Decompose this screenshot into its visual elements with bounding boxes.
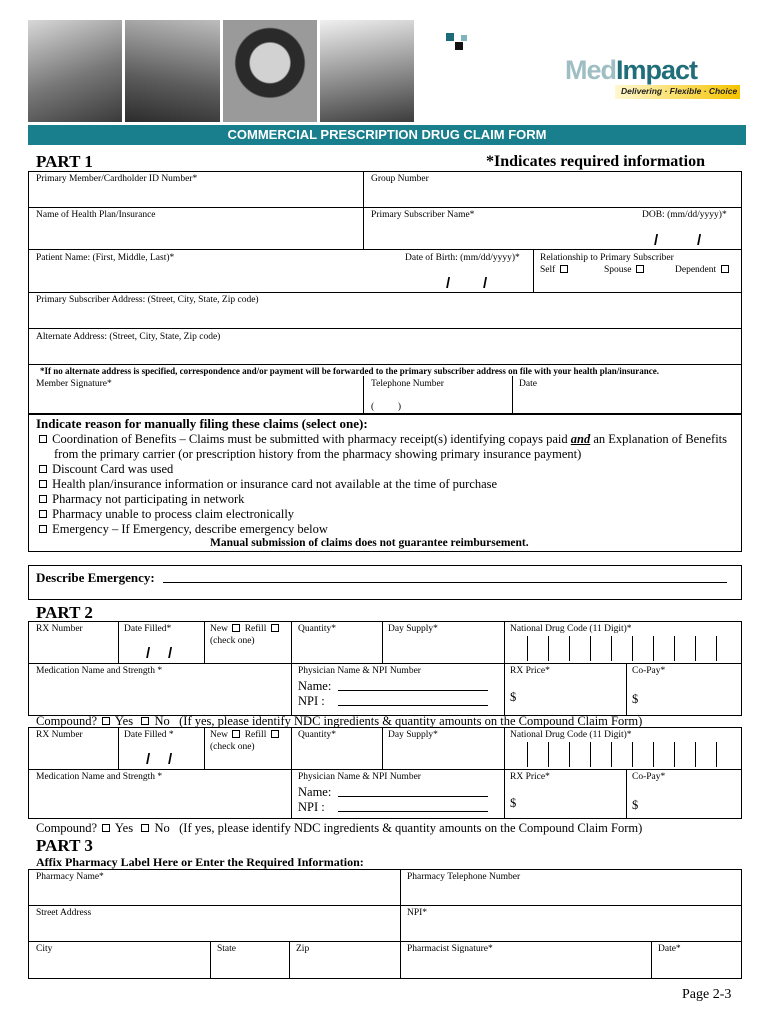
reason-cob-line2: from the primary carrier (or prescription history from the pharmacy showing primary insurance payment) [54,447,582,461]
patient-dob-slash: / [483,275,488,292]
no-label: No [154,821,170,835]
patient-dob-field[interactable]: Date of Birth: (mm/dd/yyyy)* [405,253,520,263]
new-label: New [210,730,228,740]
medication-field[interactable]: Medication Name and Strength * [36,666,163,676]
patient-dob-slash: / [446,275,451,292]
photo-man-with-child [28,20,122,122]
logo-squares-icon [446,33,468,55]
health-plan-field[interactable]: Name of Health Plan/Insurance [36,210,156,220]
street-address-field[interactable]: Street Address [36,908,92,918]
yes-label: Yes [114,714,134,728]
copay-dollar: $ [632,798,639,812]
alternate-address-note: *If no alternate address is specified, correspondence and/or payment will be forwarded to the primary subscriber address on file with your health plan/insurance. [40,366,660,376]
part3-heading: PART 3 [36,836,93,855]
date-filled-slash: / [168,645,173,662]
photo-older-couple [320,20,414,122]
quantity-field[interactable]: Quantity* [298,730,336,740]
npi-field[interactable]: NPI* [407,908,428,918]
ndc-field-label: National Drug Code (11 Digit)* [510,730,632,740]
card-unavailable-checkbox[interactable] [39,480,47,488]
physician-label: Physician Name & NPI Number [298,666,421,676]
day-supply-field[interactable]: Day Supply* [388,624,438,634]
card-unavailable-text: Health plan/insurance information or insurance card not available at the time of purchase [52,477,498,491]
spouse-label: Spouse [604,265,632,275]
compound-yes-checkbox[interactable] [102,717,110,725]
npi-label: NPI : [298,800,325,814]
refill-checkbox[interactable] [271,624,279,632]
part2-heading: PART 2 [36,603,93,622]
compound-no-checkbox[interactable] [141,824,149,832]
rx-price-dollar: $ [510,690,517,704]
compound-question-2[interactable] [36,821,642,835]
rx-price-field[interactable]: RX Price* [510,772,550,782]
group-number-field[interactable]: Group Number [371,174,429,184]
cob-and: and [570,432,591,446]
date-filled-field[interactable]: Date Filled* [124,624,172,634]
self-label: Self [540,265,556,275]
dob-slash: / [654,232,659,249]
emergency-text: Emergency – If Emergency, describe emergency below [52,522,328,536]
state-field[interactable]: State [217,944,236,954]
new-refill-toggle[interactable] [210,730,281,741]
relationship-spouse[interactable] [604,265,646,276]
patient-name-field[interactable]: Patient Name: (First, Middle, Last)* [36,253,175,263]
logo-tagline: Delivering · Flexible · Choice [621,86,738,96]
dob-slash: / [697,232,702,249]
medimpact-logo [565,55,740,107]
yes-label: Yes [114,821,134,835]
alternate-address-field[interactable]: Alternate Address: (Street, City, State, Zip code) [36,332,221,342]
copay-field[interactable]: Co-Pay* [632,772,666,782]
compound-yes-checkbox[interactable] [102,824,110,832]
date-filled-slash: / [168,751,173,768]
not-network-checkbox[interactable] [39,495,47,503]
reimbursement-disclaimer: Manual submission of claims does not guarantee reimbursement. [210,537,529,549]
compound-note: (If yes, please identify NDC ingredients & quantity amounts on the Compound Claim Form) [179,821,643,835]
refill-label: Refill [244,624,267,634]
date-filled-slash: / [146,645,151,662]
part1-heading: PART 1 [36,152,93,171]
city-field[interactable]: City [36,944,53,954]
rx-price-field[interactable]: RX Price* [510,666,550,676]
rx-price-dollar: $ [510,796,517,810]
discount-text: Discount Card was used [52,462,174,476]
npi-line[interactable] [338,811,488,812]
photo-boy-with-man [125,20,219,122]
cob-text-b: an Explanation of Benefits [593,432,728,446]
required-note: *Indicates required information [486,153,705,170]
affix-instruction: Affix Pharmacy Label Here or Enter the Required Information: [36,855,364,869]
no-label: No [154,714,170,728]
pharmacy-phone-field[interactable]: Pharmacy Telephone Number [407,872,521,882]
logo-med-text: Med [565,55,616,85]
reason-cob[interactable] [37,432,727,446]
dependent-checkbox[interactable] [721,265,729,273]
compound-question-1[interactable] [36,714,642,728]
cob-checkbox[interactable] [39,435,47,443]
relationship-label: Relationship to Primary Subscriber [540,253,674,263]
logo-tagline-bar [615,85,740,99]
compound-label: Compound? [36,714,98,728]
reasons-heading: Indicate reason for manually filing these claims (select one): [36,416,368,431]
subscriber-dob-field[interactable]: DOB: (mm/dd/yyyy)* [642,210,727,220]
telephone-field[interactable]: Telephone Number [371,379,444,389]
date-filled-slash: / [146,751,151,768]
form-title-banner [28,125,746,145]
reason-emergency[interactable] [37,522,328,536]
compound-no-checkbox[interactable] [141,717,149,725]
photo-smiling-woman [223,20,317,122]
cob-text: Coordination of Benefits – Claims must be submitted with pharmacy receipt(s) identifying copays paid [52,432,568,446]
spouse-checkbox[interactable] [636,265,644,273]
rx-number-field[interactable]: RX Number [36,624,83,634]
physician-name-line[interactable] [338,690,488,691]
reason-not-network[interactable] [37,492,244,506]
check-one-note: (check one) [210,636,255,646]
page-number: Page 2-3 [682,987,732,1002]
medication-field[interactable]: Medication Name and Strength * [36,772,163,782]
ndc-field-label: National Drug Code (11 Digit)* [510,624,632,634]
pharmacist-signature-field[interactable]: Pharmacist Signature* [407,944,493,954]
physician-name-label: Name: [298,785,332,799]
new-checkbox[interactable] [232,730,240,738]
reason-card-unavailable[interactable] [37,477,497,491]
signature-date-field[interactable]: Date [519,379,537,389]
date-filled-field[interactable]: Date Filled * [124,730,174,740]
self-checkbox[interactable] [560,265,568,273]
new-label: New [210,624,228,634]
npi-line[interactable] [338,705,488,706]
subscriber-name-field[interactable]: Primary Subscriber Name* [371,210,475,220]
form-title: COMMERCIAL PRESCRIPTION DRUG CLAIM FORM [227,127,547,142]
reason-discount[interactable] [37,462,173,476]
npi-label: NPI : [298,694,325,708]
pharmacy-date-field[interactable]: Date* [658,944,681,954]
check-one-note: (check one) [210,742,255,752]
ndc-digit-boxes-1[interactable] [507,636,740,661]
pharmacy-table [28,869,742,979]
physician-name-line[interactable] [338,796,488,797]
unable-text: Pharmacy unable to process claim electronically [52,507,295,521]
pharmacy-name-field[interactable]: Pharmacy Name* [36,872,104,882]
relationship-dependent[interactable] [675,265,731,276]
zip-field[interactable]: Zip [296,944,310,954]
day-supply-field[interactable]: Day Supply* [388,730,438,740]
copay-field[interactable]: Co-Pay* [632,666,666,676]
ndc-digit-boxes-2[interactable] [507,742,740,767]
refill-label: Refill [244,730,267,740]
physician-label: Physician Name & NPI Number [298,772,421,782]
quantity-field[interactable]: Quantity* [298,624,336,634]
not-network-text: Pharmacy not participating in network [52,492,245,506]
relationship-self[interactable] [540,265,570,276]
header-photo-strip [28,20,414,122]
logo-impact-text: Impact [616,55,698,85]
copay-dollar: $ [632,692,639,706]
physician-name-label: Name: [298,679,332,693]
subscriber-address-field[interactable]: Primary Subscriber Address: (Street, City, State, Zip code) [36,295,259,305]
new-checkbox[interactable] [232,624,240,632]
dependent-label: Dependent [675,265,717,275]
discount-checkbox[interactable] [39,465,47,473]
telephone-format: ( ) [371,402,402,412]
emergency-checkbox[interactable] [39,525,47,533]
member-id-field[interactable]: Primary Member/Cardholder ID Number* [36,174,198,184]
refill-checkbox[interactable] [271,730,279,738]
reason-unable[interactable] [37,507,294,521]
compound-note: (If yes, please identify NDC ingredients & quantity amounts on the Compound Claim Form) [179,714,643,728]
compound-label: Compound? [36,821,98,835]
rx-number-field[interactable]: RX Number [36,730,83,740]
unable-checkbox[interactable] [39,510,47,518]
member-signature-field[interactable]: Member Signature* [36,379,112,389]
new-refill-toggle[interactable] [210,624,281,635]
describe-emergency-line[interactable] [163,582,727,583]
describe-emergency-label: Describe Emergency: [36,570,155,585]
